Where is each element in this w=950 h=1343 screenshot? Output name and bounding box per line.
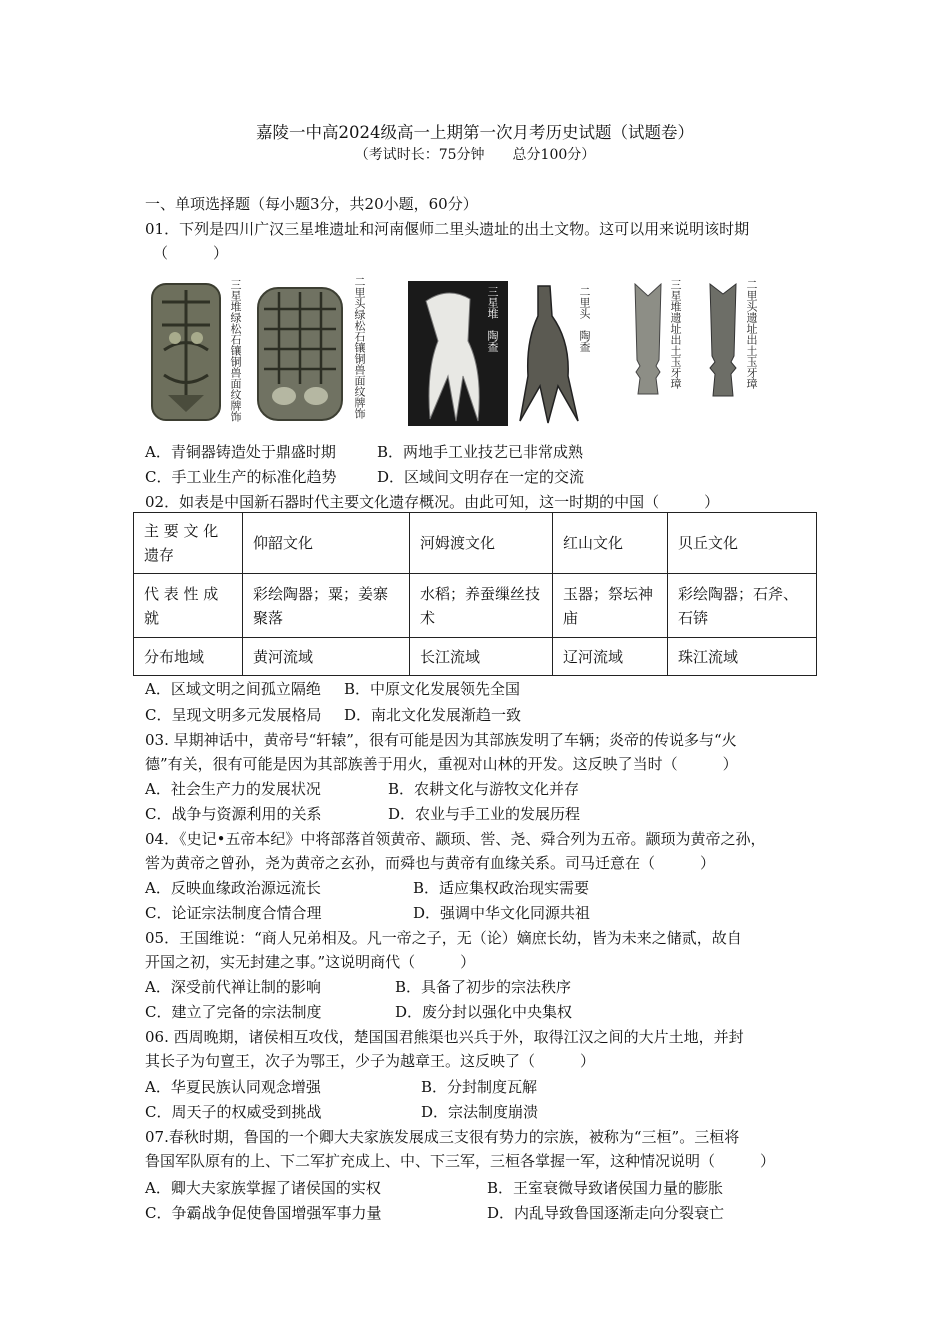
q7-stem-line2: 鲁国军队原有的上、下二军扩充成上、中、下三军，三桓各掌握一军，这种情况说明（ ） xyxy=(145,1152,776,1170)
table-cell: 红山文化 xyxy=(553,513,668,574)
table-cell: 仰韶文化 xyxy=(243,513,410,574)
q6-option-a: A．华夏民族认同观念增强 xyxy=(145,1078,321,1096)
q5-option-d: D．废分封以强化中央集权 xyxy=(395,1003,573,1021)
q3-option-c: C．战争与资源利用的关系 xyxy=(145,805,322,823)
q4-option-d: D．强调中华文化同源共祖 xyxy=(413,904,591,922)
exam-subtitle: （考试时长：75分钟 总分100分） xyxy=(354,147,596,163)
q4-option-b: B．适应集权政治现实需要 xyxy=(413,879,590,897)
section-heading: 一、单项选择题（每小题3分，共20小题，60分） xyxy=(145,195,478,213)
table-cell: 玉器；祭坛神庙 xyxy=(553,574,668,638)
table-cell: 长江流域 xyxy=(410,638,553,676)
q5-option-a: A．深受前代禅让制的影响 xyxy=(145,978,321,996)
q1-caption-6: 二里头遗址出土玉牙璋 xyxy=(745,279,758,389)
table-cell: 河姆渡文化 xyxy=(410,513,553,574)
q7-option-c: C．争霸战争促使鲁国增强军事力量 xyxy=(145,1204,382,1222)
table-cell: 黄河流域 xyxy=(243,638,410,676)
q7-stem-line1: 07.春秋时期，鲁国的一个卿大夫家族发展成三支很有势力的宗族，被称为“三桓”。三桓将 xyxy=(145,1128,740,1146)
q7-option-a: A．卿大夫家族掌握了诸侯国的实权 xyxy=(145,1179,381,1197)
table-row xyxy=(134,574,817,638)
q1-caption-1: 三星堆绿松石镶铜兽面纹牌饰 xyxy=(229,279,242,422)
q4-option-c: C．论证宗法制度合情合理 xyxy=(145,904,322,922)
q1-option-a: A．青铜器铸造处于鼎盛时期 xyxy=(145,443,336,461)
q1-stem-line1: 01．下列是四川广汉三星堆遗址和河南偃师二里头遗址的出土文物。这可以用来说明该时期 xyxy=(145,220,750,238)
q1-option-c: C．手工业生产的标准化趋势 xyxy=(145,468,337,486)
table-cell: 珠江流域 xyxy=(668,638,817,676)
q4-option-a: A．反映血缘政治源远流长 xyxy=(145,879,321,897)
q3-option-b: B．农耕文化与游牧文化并存 xyxy=(388,780,580,798)
q2-option-d: D．南北文化发展渐趋一致 xyxy=(344,706,522,724)
erlitou-plaque-image xyxy=(254,284,346,424)
table-cell: 贝丘文化 xyxy=(668,513,817,574)
q2-stem: 02．如表是中国新石器时代主要文化遗存概况。由此可知，这一时期的中国（ ） xyxy=(145,493,720,511)
q6-option-b: B．分封制度瓦解 xyxy=(421,1078,538,1096)
q5-stem-line2: 开国之初，实无封建之事。”这说明商代（ ） xyxy=(145,953,476,971)
q3-stem-line2: 德”有关，很有可能是因为其部族善于用火，重视对山林的开发。这反映了当时（ ） xyxy=(145,755,738,773)
q1-caption-5: 三星堆遗址出土玉牙璋 xyxy=(669,279,682,389)
table-cell: 水稻；养蚕缫丝技术 xyxy=(410,574,553,638)
q6-stem-line1: 06. 西周晚期，诸侯相互攻伐，楚国国君熊渠也兴兵于外，取得江汉之间的大片土地，并封 xyxy=(145,1028,744,1046)
q1-caption-2: 二里头绿松石镶铜兽面纹牌饰 xyxy=(353,276,366,419)
q2-option-b: B．中原文化发展领先全国 xyxy=(344,680,521,698)
q1-caption-4: 二里头 陶盉 xyxy=(578,286,591,352)
sanxingdui-jade-zhang-image xyxy=(630,282,666,400)
q3-option-a: A．社会生产力的发展状况 xyxy=(145,780,321,798)
q1-stem-line2: （ ） xyxy=(153,244,229,262)
table-cell: 主 要 文 化 遗存 xyxy=(134,513,243,574)
q1-caption-3: 三星堆 陶盉 xyxy=(486,286,499,352)
erlitou-pottery-image xyxy=(508,281,583,426)
q3-stem-line1: 03. 早期神话中，黄帝号“轩辕”，很有可能是因为其部族发明了车辆；炎帝的传说多与“火 xyxy=(145,731,737,749)
q6-option-d: D．宗法制度崩溃 xyxy=(421,1103,539,1121)
table-row xyxy=(134,638,817,676)
table-row xyxy=(134,513,817,574)
sanxingdui-plaque-image xyxy=(148,280,224,425)
q3-option-d: D．农业与手工业的发展历程 xyxy=(388,805,581,823)
q6-option-c: C．周天子的权威受到挑战 xyxy=(145,1103,322,1121)
q5-stem-line1: 05．王国维说：“商人兄弟相及。凡一帝之子，无（论）嫡庶长幼，皆为未来之储贰，故自 xyxy=(145,929,742,947)
q2-option-a: A．区域文明之间孤立隔绝 xyxy=(145,680,321,698)
table-cell: 辽河流域 xyxy=(553,638,668,676)
q1-option-b: B．两地手工业技艺已非常成熟 xyxy=(377,443,584,461)
table-cell: 代 表 性 成 就 xyxy=(134,574,243,638)
table-cell: 彩绘陶器；粟；姜寨聚落 xyxy=(243,574,410,638)
table-cell: 彩绘陶器；石斧、石锛 xyxy=(668,574,817,638)
exam-title: 嘉陵一中高2024级高一上期第一次月考历史试题（试题卷） xyxy=(256,123,694,142)
q7-option-d: D．内乱导致鲁国逐渐走向分裂衰亡 xyxy=(487,1204,725,1222)
culture-table xyxy=(133,512,817,676)
q1-option-d: D．区域间文明存在一定的交流 xyxy=(377,468,585,486)
q5-option-c: C．建立了完备的宗法制度 xyxy=(145,1003,322,1021)
q4-stem-line2: 喾为黄帝之曾孙，尧为黄帝之玄孙，而舜也与黄帝有血缘关系。司马迁意在（ ） xyxy=(145,854,716,872)
q2-option-c: C．呈现文明多元发展格局 xyxy=(145,706,322,724)
table-cell: 分布地域 xyxy=(134,638,243,676)
q7-option-b: B．王室衰微导致诸侯国力量的膨胀 xyxy=(487,1179,724,1197)
erlitou-jade-zhang-image xyxy=(704,282,742,400)
q6-stem-line2: 其长子为句亶王，次子为鄂王，少子为越章王。这反映了（ ） xyxy=(145,1052,596,1070)
q5-option-b: B．具备了初步的宗法秩序 xyxy=(395,978,572,996)
q4-stem-line1: 04．《史记•五帝本纪》中将部落首领黄帝、颛顼、喾、尧、舜合列为五帝。颛顼为黄帝之孙， xyxy=(145,830,766,848)
